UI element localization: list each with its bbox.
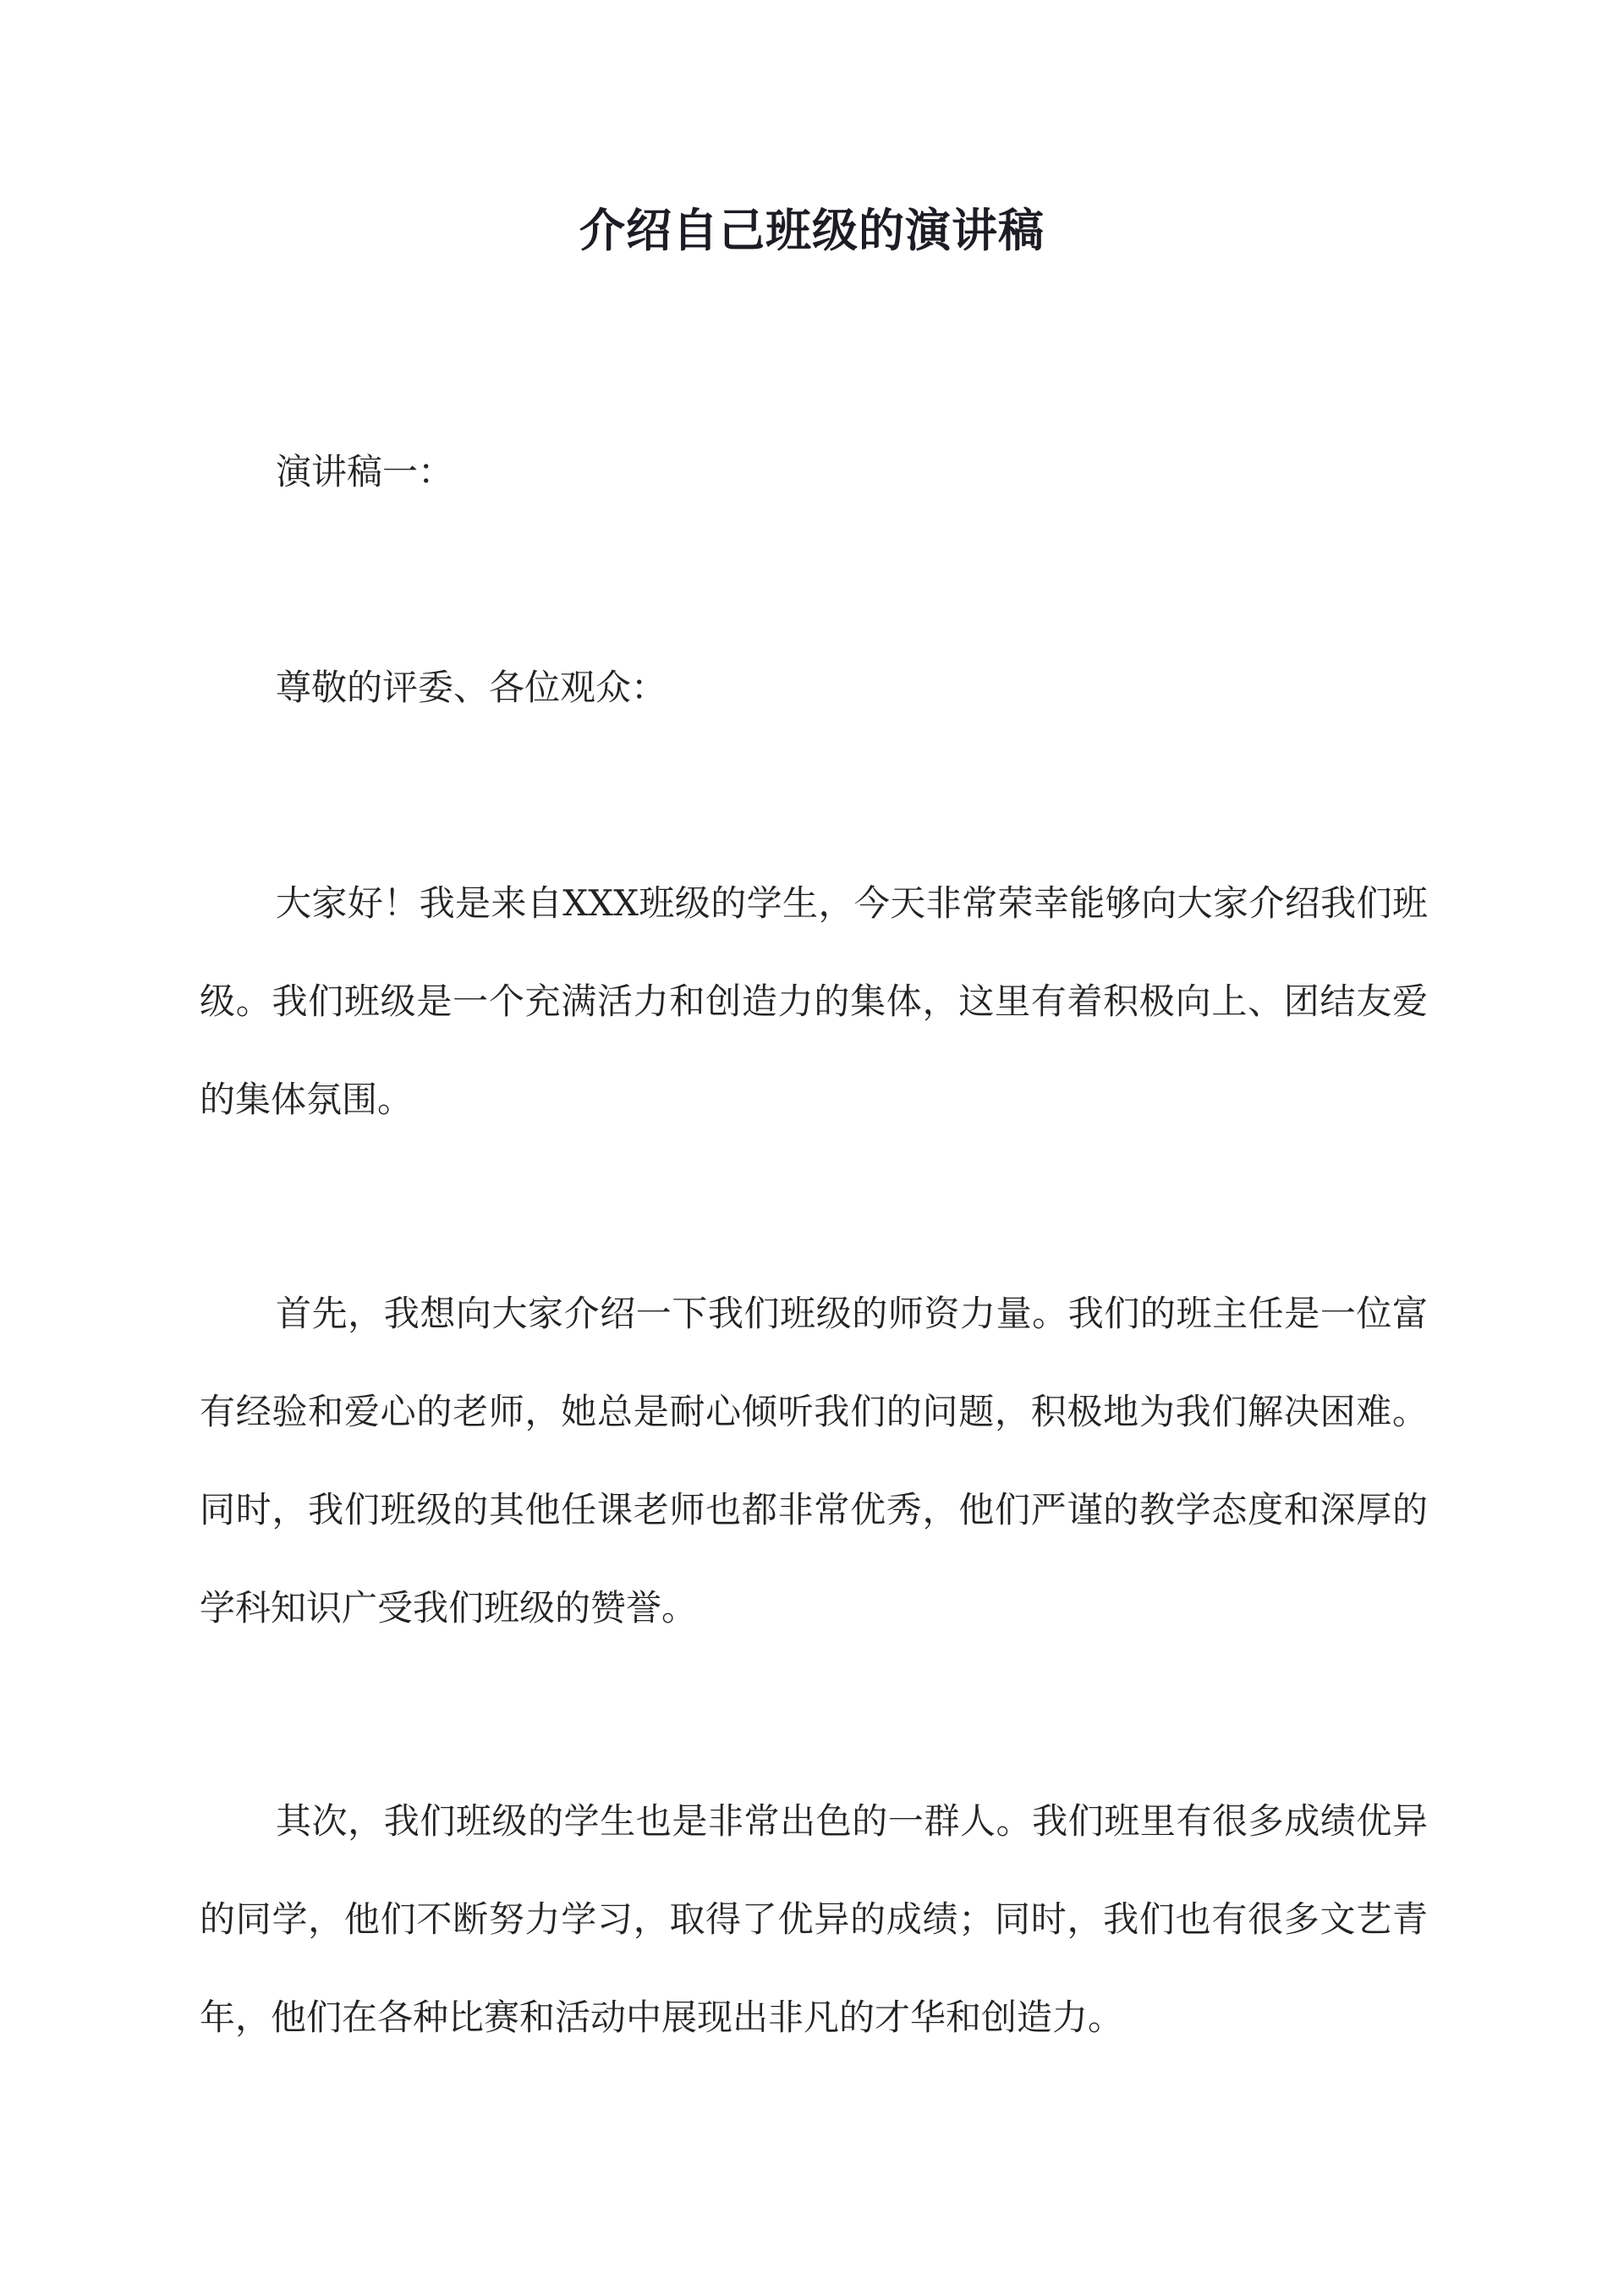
paragraph-introduction: 大家好！我是来自XXX班级的学生，今天非常荣幸能够向大家介绍我们班级。我们班级是一个充满活力和创造力的集体，这里有着积极向上、团结友爱的集体氛围。 xyxy=(200,882,1428,1120)
paragraph-teachers: 首先，我想向大家介绍一下我们班级的师资力量。我们的班主任是一位富有经验和爱心的老师，她总是耐心倾听我们的问题，积极地为我们解决困难。同时，我们班级的其他任课老师也都非常优秀，他们严谨的教学态度和深厚的学科知识广受我们班级的赞誉。 xyxy=(200,1293,1428,1629)
document-title: 介绍自己班级的演讲稿 xyxy=(579,203,1045,257)
paragraph-speech-label: 演讲稿一： xyxy=(276,451,454,492)
paragraph-students: 其次，我们班级的学生也是非常出色的一群人。我们班里有很多成绩优异的同学，他们不断努力学习，取得了优异的成绩；同时，我们也有很多文艺青年，他们在各种比赛和活动中展现出非凡的才华和创造力。 xyxy=(200,1800,1428,2038)
paragraph-salutation: 尊敬的评委、各位观众： xyxy=(276,667,667,708)
